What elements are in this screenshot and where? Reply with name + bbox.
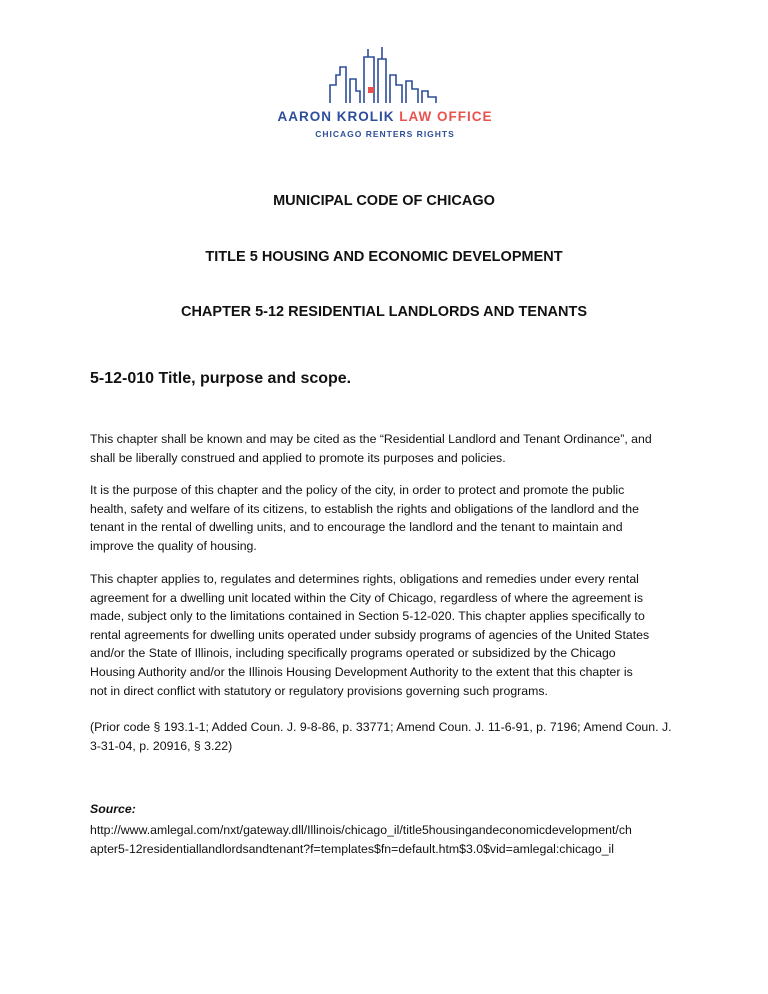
heading-municipal-code: MUNICIPAL CODE OF CHICAGO <box>273 193 495 209</box>
paragraph-line: 3-31-04, p. 20916, § 3.22) <box>90 738 233 753</box>
section-title: 5-12-010 Title, purpose and scope. <box>90 370 352 387</box>
paragraph-line: health, safety and welfare of its citizens, to establish the rights and obligations of the landlord and the <box>90 501 639 516</box>
logo-name: AARON KROLIK <box>277 109 395 124</box>
heading-chapter: CHAPTER 5-12 RESIDENTIAL LANDLORDS AND TENANTS <box>180 304 588 320</box>
paragraph-line: and/or the State of Illinois, including specifically programs operated or subsidized by the Chicago <box>90 646 616 661</box>
paragraph-line: This chapter shall be known and may be cited as the “Residential Landlord and Tenant Ordinance”, and <box>90 432 652 446</box>
source-url[interactable] <box>90 821 680 858</box>
source-url-line[interactable]: http://www.amlegal.com/nxt/gateway.dll/Illinois/chicago_il/title5housingandeconomicdevelopment/ch <box>90 823 632 837</box>
paragraph-1 <box>90 430 680 467</box>
paragraph-line: agreement for a dwelling unit located within the City of Chicago, regardless of where the agreement is <box>90 590 643 605</box>
logo-wordmark <box>270 109 500 124</box>
logo-office: LAW OFFICE <box>399 109 493 124</box>
paragraph-line: This chapter applies to, regulates and determines rights, obligations and remedies under every rental <box>90 572 639 586</box>
paragraph-line: improve the quality of housing. <box>90 538 257 553</box>
law-office-logo <box>270 45 500 145</box>
source-url-line[interactable]: apter5-12residentiallandlordsandtenant?f=templates$fn=default.htm$3.0$vid=amlegal:chicago_il <box>90 841 614 856</box>
paragraph-3 <box>90 570 680 700</box>
paragraph-line: shall be liberally construed and applied to promote its purposes and policies. <box>90 450 506 465</box>
paragraph-line: rental agreements for dwelling units operated under subsidy programs of agencies of the United States <box>90 627 650 642</box>
paragraph-line: Housing Authority and/or the Illinois Housing Development Authority to the extent that this chapter is <box>90 664 633 679</box>
paragraph-line: It is the purpose of this chapter and the policy of the city, in order to protect and promote the public <box>90 483 625 497</box>
paragraph-2 <box>90 481 680 555</box>
logo-tagline: CHICAGO RENTERS RIGHTS <box>315 129 455 139</box>
paragraph-line: (Prior code § 193.1-1; Added Coun. J. 9-8-86, p. 33771; Amend Coun. J. 11-6-91, p. 7196; Amend Coun. J. <box>90 720 672 734</box>
paragraph-line: not in direct conflict with statutory or regulatory provisions governing such programs. <box>90 683 548 698</box>
source-label: Source: <box>90 802 136 816</box>
chicago-skyline-icon <box>328 45 440 107</box>
heading-title: TITLE 5 HOUSING AND ECONOMIC DEVELOPMENT <box>205 249 563 265</box>
paragraph-line: made, subject only to the limitations contained in Section 5-12-020. This chapter applies specifically to <box>90 609 645 624</box>
paragraph-line: tenant in the rental of dwelling units, and to encourage the landlord and the tenant to maintain and <box>90 520 623 535</box>
prior-code-citation <box>90 718 680 755</box>
